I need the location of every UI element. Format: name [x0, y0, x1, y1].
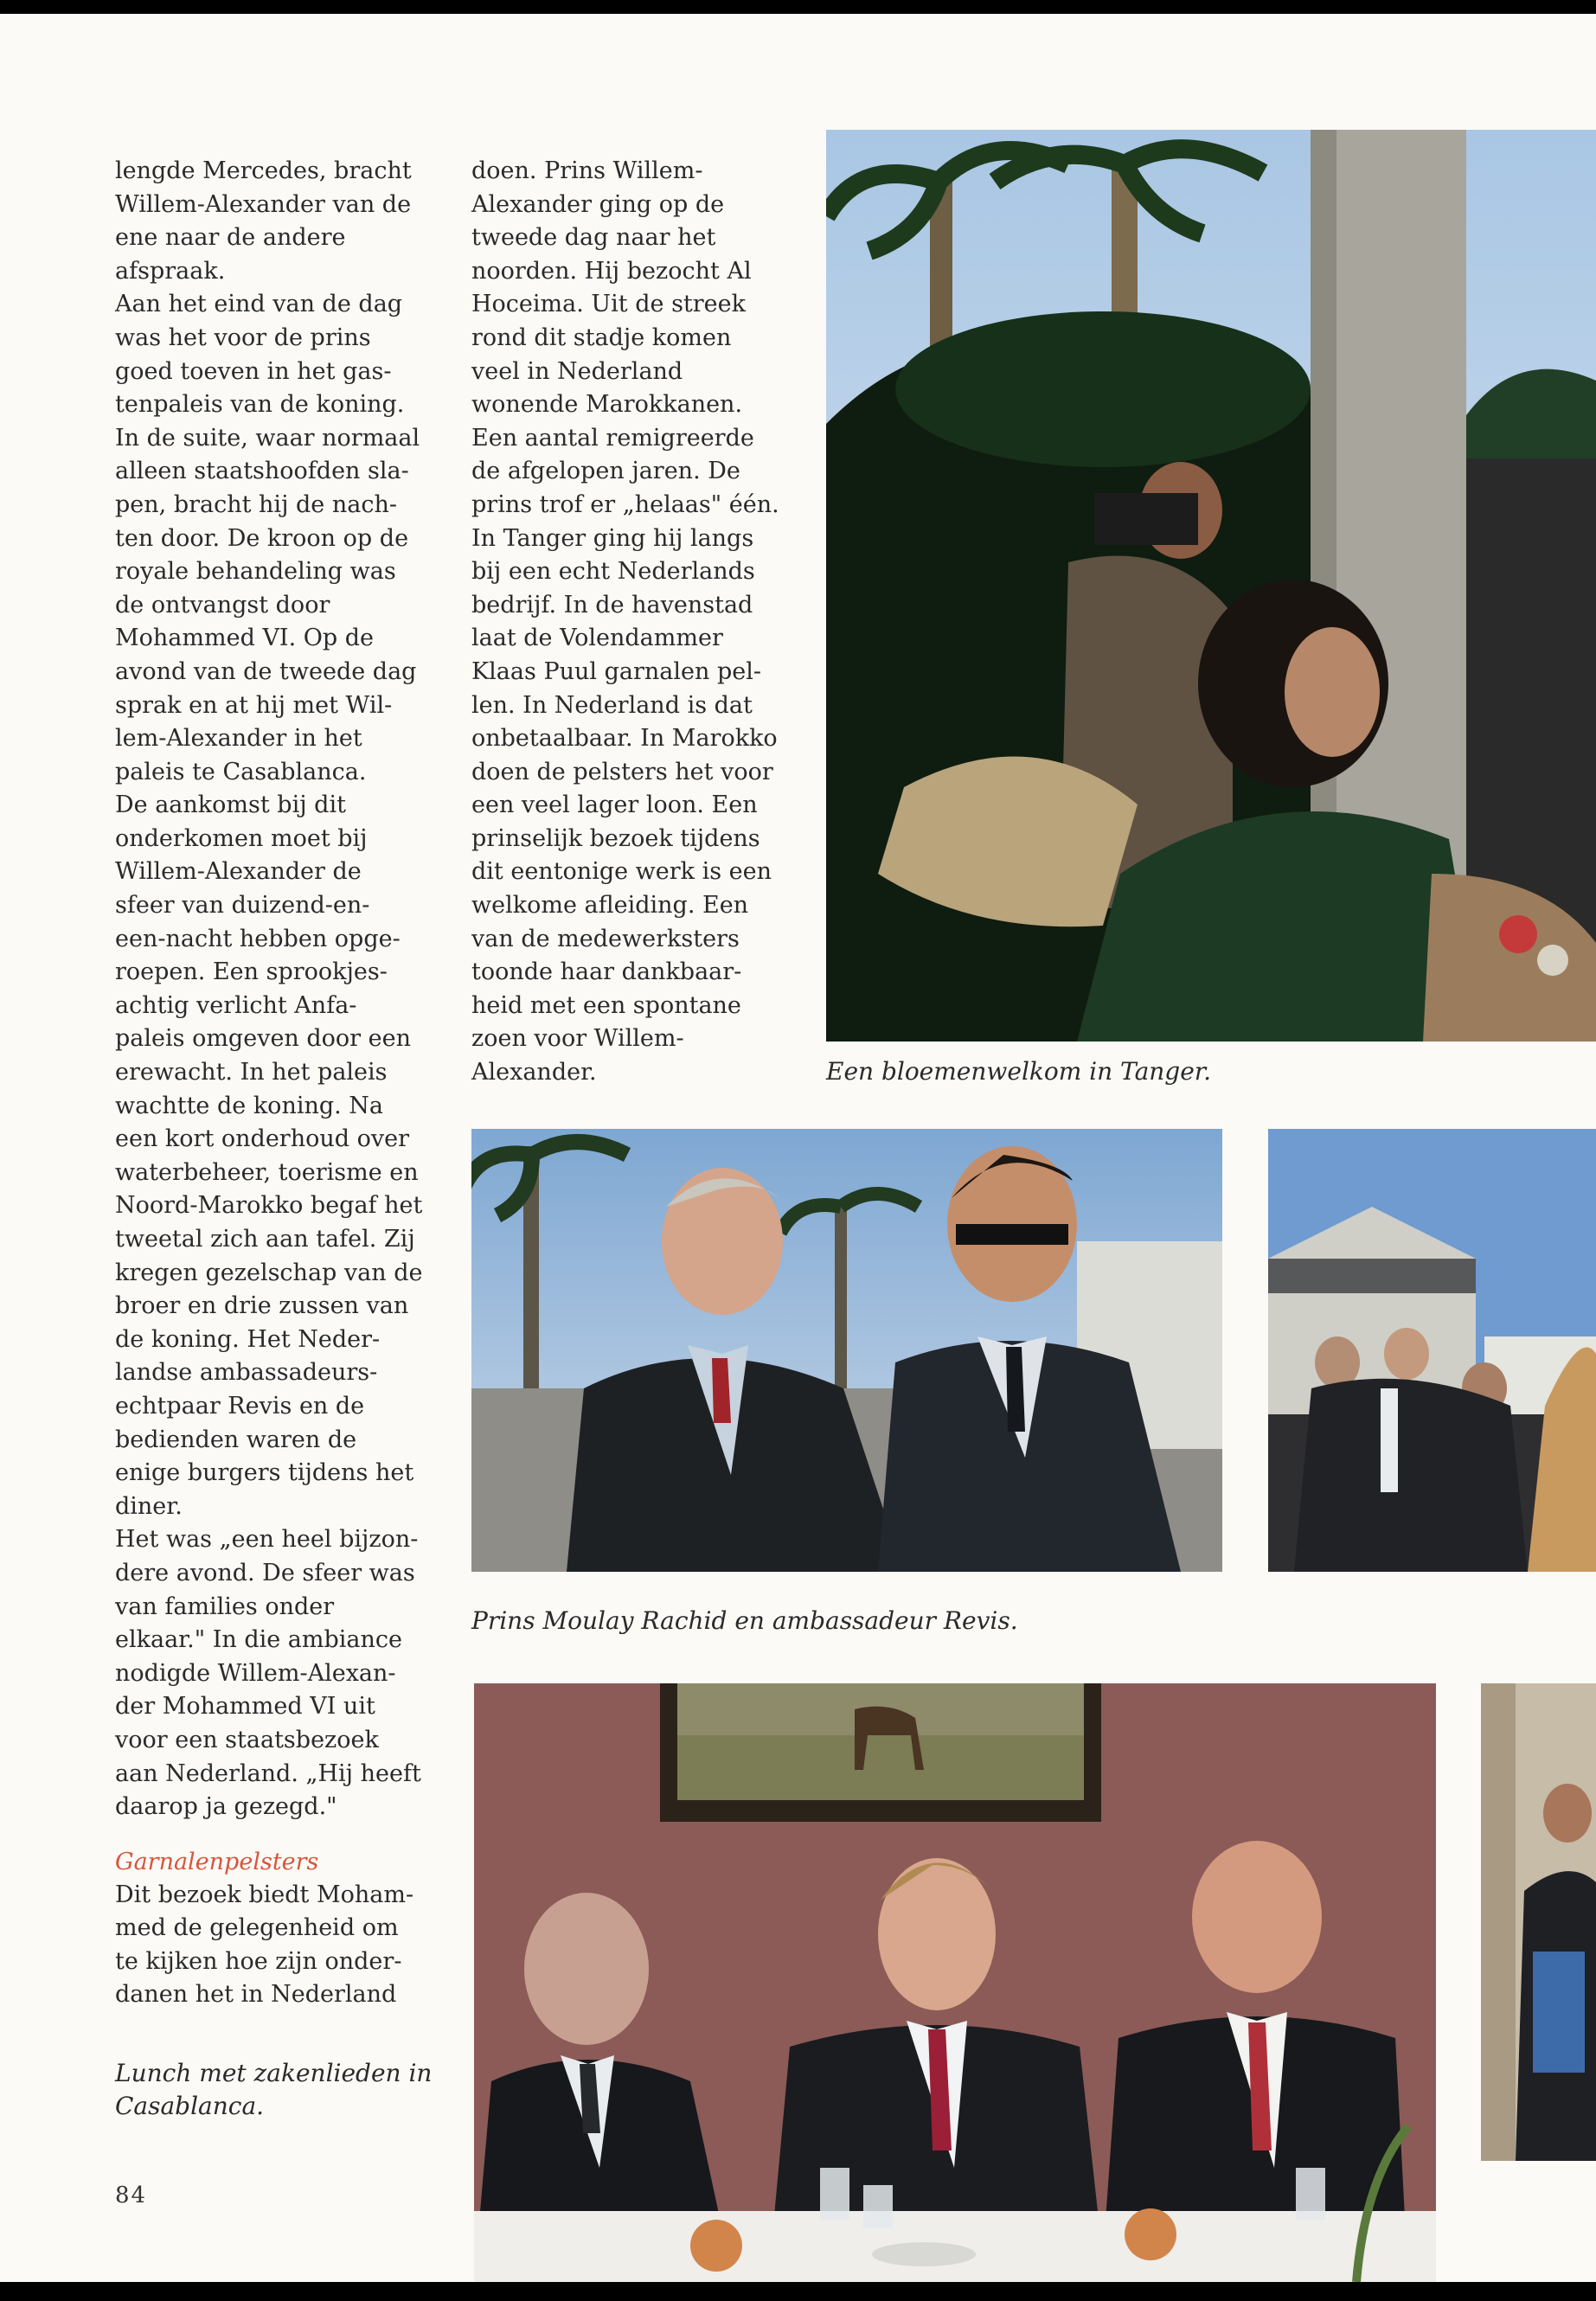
- paragraph: Het was „een heel bijzon- dere avond. De sfeer was van families onder elkaar." In die ambiance nodigde Willem-Alexan- der Mohammed VI uit voor een staatsbezoek aan Nederland. „Hij heeft daarop ja gezegd.": [115, 1526, 421, 1821]
- photo-rachid-revis: [471, 1129, 1222, 1572]
- text-column-left: [115, 155, 435, 2012]
- text-column-middle: [471, 155, 792, 1090]
- paragraph: De aankomst bij dit onderkomen moet bij Willem-Alexander de sfeer van duizend-en- een-nacht hebben opge- roepen. Een sprookjes- achtig verlicht Anfa- paleis omgeven door een erewacht. In het paleis wachtte de koning. Na een kort onderhoud over waterbeheer, toerisme en Noord-Marokko begaf het tweetal zich aan tafel. Zij kregen gezelschap van de broer en drie zussen van de koning. Het Neder- landse ambassadeurs- echtpaar Revis en de bedienden waren de enige burgers tijdens het diner.: [115, 792, 423, 1520]
- paragraph: Dit bezoek biedt Moham- med de gelegenheid om te kijken hoe zijn onder- danen het in Nederland: [115, 1881, 414, 2009]
- photo-lunch: [474, 1683, 1436, 2282]
- paragraph: Aan het eind van de dag was het voor de prins goed toeven in het gas- tenpaleis van de koning. In de suite, waar normaal alleen staatshoofden sla- pen, bracht hij de nach- ten door. De kroon op de royale behandeling was de ontvangst door Mohammed VI. Op de avond van de tweede dag sprak en at hij met Wil- lem-Alexander in het paleis te Casablanca.: [115, 291, 420, 785]
- caption-rachid-revis: Prins Moulay Rachid en ambassadeur Revis.: [471, 1606, 1018, 1635]
- page-number: 84: [115, 2182, 148, 2208]
- photo-lunch-side: [1481, 1683, 1596, 2161]
- section-heading: Garnalenpelsters: [115, 1848, 319, 1875]
- paragraph: lengde Mercedes, bracht Willem-Alexander van de ene naar de andere afspraak.: [115, 157, 412, 285]
- caption-flower-welcome: Een bloemenwelkom in Tanger.: [826, 1057, 1211, 1086]
- magazine-page: [0, 14, 1596, 2282]
- photo-flower-welcome: [826, 130, 1596, 1042]
- paragraph: doen. Prins Willem- Alexander ging op de tweede dag naar het noorden. Hij bezocht Al Hoceima. Uit de streek rond dit stadje komen veel in Nederland wonende Marokkanen. Een aantal remigreerde de afgelopen jaren. De prins trof er „helaas" één. In Tanger ging hij langs bij een echt Nederlands bedrijf. In de havenstad laat de Volendammer Klaas Puul garnalen pel- len. In Nederland is dat onbetaalbaar. In Marokko doen de pelsters het voor een veel lager loon. Een prinselijk bezoek tijdens dit eentonige werk is een welkome afleiding. Een van de medewerksters toonde haar dankbaar- heid met een spontane zoen voor Willem- Alexander.: [471, 157, 779, 1086]
- photo-street-crowd: [1268, 1129, 1596, 1572]
- caption-lunch: Lunch met zakenlieden in Casablanca.: [115, 2059, 433, 2120]
